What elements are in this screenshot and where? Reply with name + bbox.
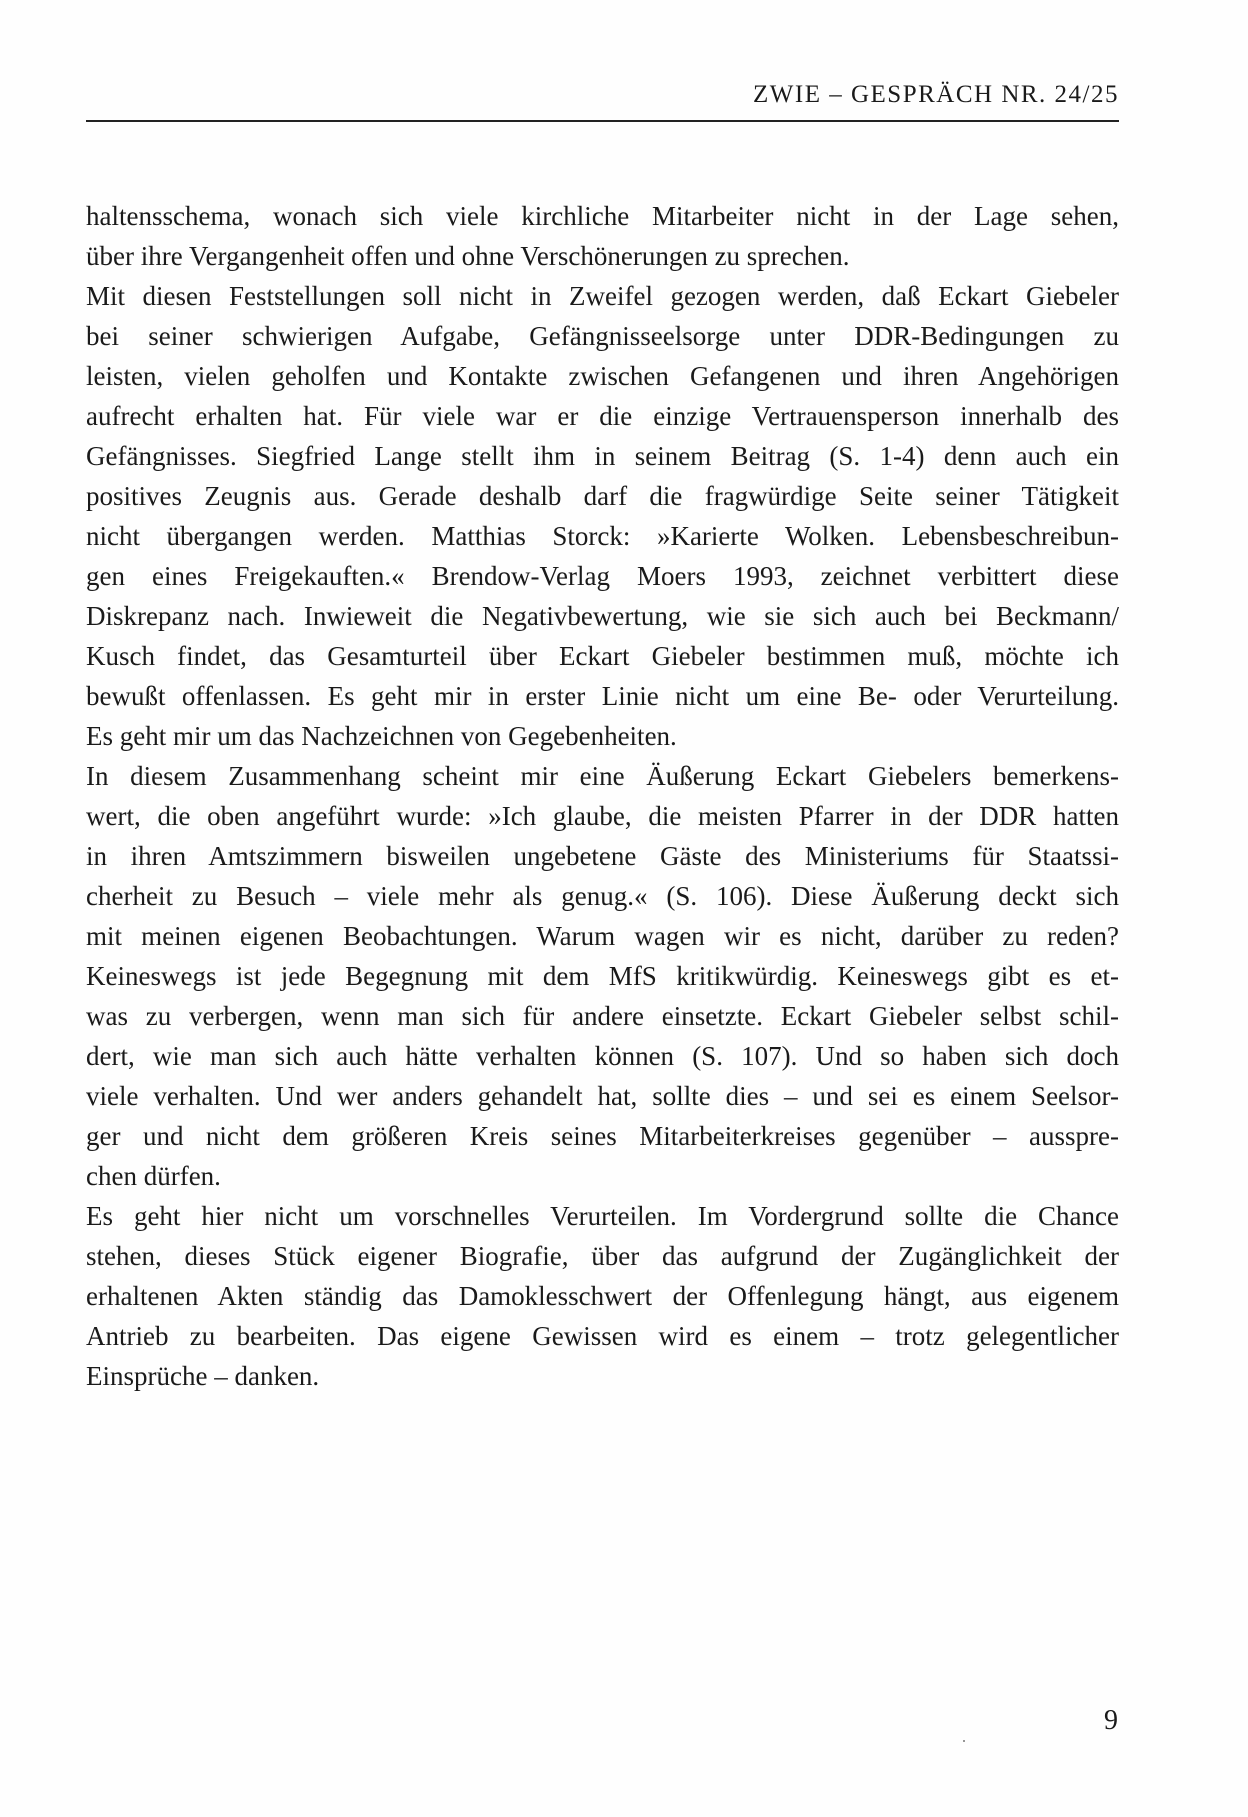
text-line: In diesem Zusammenhang scheint mir eine Äußerung Eckart Giebelers bemerkens- — [86, 761, 1119, 791]
text-line: was zu verbergen, wenn man sich für andere einsetzte. Eckart Giebeler selbst schil- — [86, 1001, 1119, 1031]
text-line: wert, die oben angeführt wurde: »Ich glaube, die meisten Pfarrer in der DDR hatten — [86, 801, 1119, 831]
text-line: über ihre Vergangenheit offen und ohne Verschönerungen zu sprechen. — [86, 241, 850, 271]
text-line: bewußt offenlassen. Es geht mir in erster Linie nicht um eine Be- oder Verurteilung. — [86, 681, 1119, 711]
text-line: stehen, dieses Stück eigener Biografie, über das aufgrund der Zugänglichkeit der — [86, 1241, 1119, 1271]
text-line: aufrecht erhalten hat. Für viele war er die einzige Vertrauensperson innerhalb des — [86, 401, 1119, 431]
text-line: nicht übergangen werden. Matthias Storck: »Karierte Wolken. Lebensbeschreibun- — [86, 521, 1119, 551]
text-line: Mit diesen Feststellungen soll nicht in Zweifel gezogen werden, daß Eckart Giebeler — [86, 281, 1119, 311]
scan-speck — [963, 1740, 965, 1742]
text-line: Gefängnisses. Siegfried Lange stellt ihm in seinem Beitrag (S. 1-4) denn auch ein — [86, 441, 1119, 471]
body-text — [86, 196, 1119, 1396]
text-line: Einsprüche – danken. — [86, 1361, 320, 1391]
running-header — [86, 78, 1119, 122]
text-line: Kusch findet, das Gesamturteil über Eckart Giebeler bestimmen muß, möchte ich — [86, 641, 1119, 671]
text-line: Es geht hier nicht um vorschnelles Verurteilen. Im Vordergrund sollte die Chance — [86, 1201, 1119, 1231]
text-line: Diskrepanz nach. Inwieweit die Negativbewertung, wie sie sich auch bei Beckmann/ — [86, 601, 1119, 631]
text-line: viele verhalten. Und wer anders gehandelt hat, sollte dies – und sei es einem Seelsor- — [86, 1081, 1119, 1111]
text-line: ger und nicht dem größeren Kreis seines Mitarbeiterkreises gegenüber – ausspre- — [86, 1121, 1119, 1151]
text-line: bei seiner schwierigen Aufgabe, Gefängnisseelsorge unter DDR-Bedingungen zu — [86, 321, 1119, 351]
text-line: leisten, vielen geholfen und Kontakte zwischen Gefangenen und ihren Angehörigen — [86, 361, 1119, 391]
text-line: dert, wie man sich auch hätte verhalten können (S. 107). Und so haben sich doch — [86, 1041, 1119, 1071]
text-line: mit meinen eigenen Beobachtungen. Warum wagen wir es nicht, darüber zu reden? — [86, 921, 1119, 951]
text-line: Antrieb zu bearbeiten. Das eigene Gewissen wird es einem – trotz gelegentlicher — [86, 1321, 1119, 1351]
page-number: 9 — [1104, 1705, 1118, 1736]
text-line: chen dürfen. — [86, 1161, 221, 1191]
running-header-title: ZWIE – GESPRÄCH NR. 24/25 — [753, 81, 1119, 108]
text-line: cherheit zu Besuch – viele mehr als genug.« (S. 106). Diese Äußerung deckt sich — [86, 881, 1119, 911]
text-line: haltensschema, wonach sich viele kirchliche Mitarbeiter nicht in der Lage sehen, — [86, 201, 1119, 231]
text-line: gen eines Freigekauften.« Brendow-Verlag Moers 1993, zeichnet verbittert diese — [86, 561, 1119, 591]
text-line: Keineswegs ist jede Begegnung mit dem MfS kritikwürdig. Keineswegs gibt es et- — [86, 961, 1119, 991]
text-line: erhaltenen Akten ständig das Damoklesschwert der Offenlegung hängt, aus eigenem — [86, 1281, 1119, 1311]
text-line: in ihren Amtszimmern bisweilen ungebetene Gäste des Ministeriums für Staatssi- — [86, 841, 1119, 871]
text-line: Es geht mir um das Nachzeichnen von Gegebenheiten. — [86, 721, 677, 751]
text-line: positives Zeugnis aus. Gerade deshalb darf die fragwürdige Seite seiner Tätigkeit — [86, 481, 1119, 511]
